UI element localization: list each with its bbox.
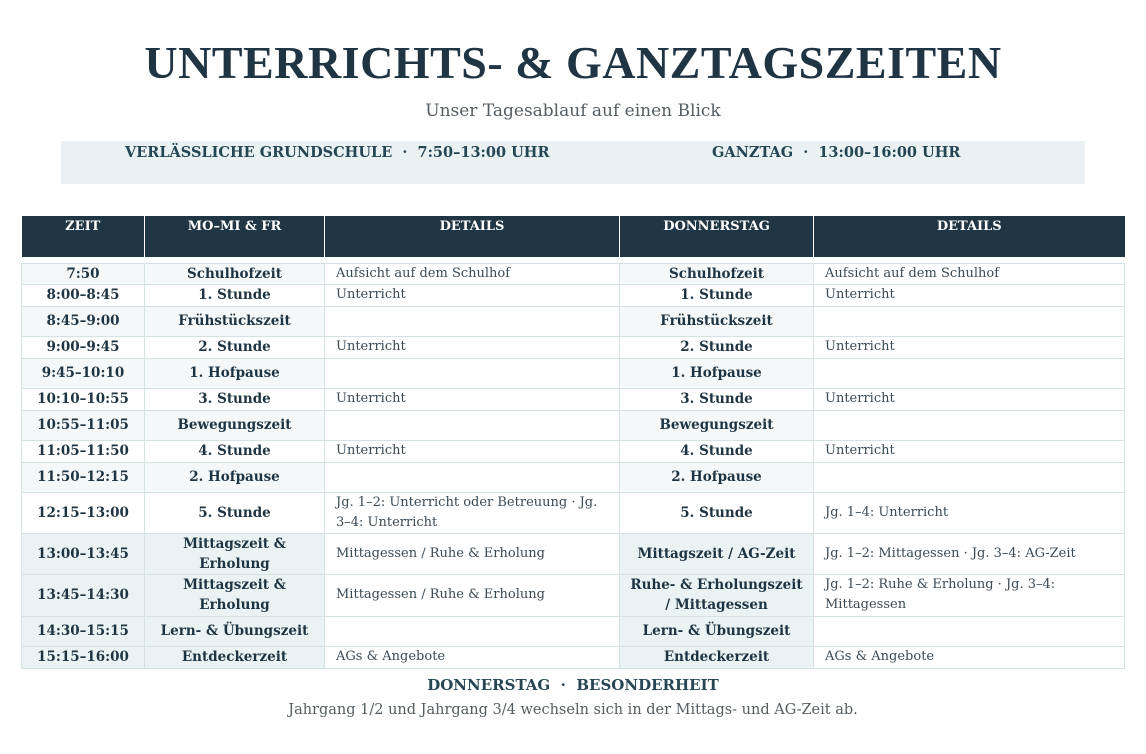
cell-details-thursday: Aufsicht auf dem Schulhof: [814, 263, 1125, 284]
band-ganztag: GANZTAG · 13:00–16:00 UHR: [712, 144, 961, 161]
table-row: [22, 284, 1125, 306]
cell-activity-thursday: Schulhofzeit: [620, 263, 814, 284]
table-row: [22, 410, 1125, 440]
cell-time: 9:00–9:45: [22, 336, 145, 358]
cell-time: 14:30–15:15: [22, 616, 145, 646]
cell-details: [325, 462, 620, 492]
cell-activity: 1. Hofpause: [145, 358, 325, 388]
cell-details: AGs & Angebote: [325, 646, 620, 668]
cell-details: Mittagessen / Ruhe & Erholung: [325, 533, 620, 574]
note-title: DONNERSTAG · BESONDERHEIT: [427, 676, 719, 694]
cell-activity-thursday: Ruhe- & Erholungszeit / Mittagessen: [620, 574, 814, 616]
header-details-donnerstag: DETAILS: [814, 216, 1125, 257]
cell-details-thursday: [814, 306, 1125, 336]
cell-details-thursday: Jg. 1–4: Unterricht: [814, 492, 1125, 533]
cell-activity-thursday: 2. Stunde: [620, 336, 814, 358]
cell-details: [325, 306, 620, 336]
table-row: [22, 462, 1125, 492]
cell-activity-thursday: Lern- & Übungszeit: [620, 616, 814, 646]
cell-activity-thursday: 2. Hofpause: [620, 462, 814, 492]
cell-activity: Mittagszeit & Erholung: [145, 574, 325, 616]
cell-details-thursday: Unterricht: [814, 388, 1125, 410]
cell-details-thursday: Unterricht: [814, 336, 1125, 358]
cell-activity: 1. Stunde: [145, 284, 325, 306]
cell-time: 10:10–10:55: [22, 388, 145, 410]
header-donnerstag: DONNERSTAG: [620, 216, 814, 257]
cell-activity-thursday: Entdeckerzeit: [620, 646, 814, 668]
cell-activity: Mittagszeit & Erholung: [145, 533, 325, 574]
cell-details-thursday: [814, 358, 1125, 388]
cell-activity: 3. Stunde: [145, 388, 325, 410]
cell-details-thursday: AGs & Angebote: [814, 646, 1125, 668]
cell-time: 11:05–11:50: [22, 440, 145, 462]
table-row: [22, 616, 1125, 646]
cell-activity-thursday: 1. Stunde: [620, 284, 814, 306]
note-text: Jahrgang 1/2 und Jahrgang 3/4 wechseln sich in der Mittags- und AG-Zeit ab.: [288, 702, 858, 718]
cell-details: Jg. 1–2: Unterricht oder Betreuung · Jg. 3–4: Unterricht: [325, 492, 620, 533]
table-row: [22, 646, 1125, 668]
header-mo-mi-fr: MO–MI & FR: [145, 216, 325, 257]
cell-details-thursday: [814, 462, 1125, 492]
cell-details: [325, 616, 620, 646]
table-row: [22, 263, 1125, 284]
table-row: [22, 440, 1125, 462]
cell-time: 10:55–11:05: [22, 410, 145, 440]
cell-details: Unterricht: [325, 284, 620, 306]
cell-time: 13:45–14:30: [22, 574, 145, 616]
table-row: [22, 533, 1125, 574]
cell-activity: Schulhofzeit: [145, 263, 325, 284]
table-row: [22, 574, 1125, 616]
header-details: DETAILS: [325, 216, 620, 257]
header-zeit: ZEIT: [22, 216, 145, 257]
cell-details-thursday: Unterricht: [814, 284, 1125, 306]
page-title: UNTERRICHTS- & GANZTAGSZEITEN: [144, 37, 1002, 88]
cell-activity-thursday: 1. Hofpause: [620, 358, 814, 388]
table-row: [22, 336, 1125, 358]
page-subtitle: Unser Tagesablauf auf einen Blick: [425, 101, 721, 121]
cell-activity: Frühstückszeit: [145, 306, 325, 336]
cell-time: 8:00–8:45: [22, 284, 145, 306]
cell-time: 8:45–9:00: [22, 306, 145, 336]
cell-activity: 2. Stunde: [145, 336, 325, 358]
cell-time: 13:00–13:45: [22, 533, 145, 574]
cell-details: Unterricht: [325, 440, 620, 462]
cell-activity: 5. Stunde: [145, 492, 325, 533]
cell-details-thursday: Jg. 1–2: Ruhe & Erholung · Jg. 3–4: Mittagessen: [814, 574, 1125, 616]
cell-activity-thursday: Mittagszeit / AG-Zeit: [620, 533, 814, 574]
cell-time: 9:45–10:10: [22, 358, 145, 388]
cell-activity: 4. Stunde: [145, 440, 325, 462]
cell-activity-thursday: 4. Stunde: [620, 440, 814, 462]
cell-activity-thursday: 3. Stunde: [620, 388, 814, 410]
cell-activity: 2. Hofpause: [145, 462, 325, 492]
cell-details-thursday: Jg. 1–2: Mittagessen · Jg. 3–4: AG-Zeit: [814, 533, 1125, 574]
cell-details: Unterricht: [325, 336, 620, 358]
cell-details: [325, 358, 620, 388]
table-header-row: [22, 216, 1125, 257]
table-row: [22, 358, 1125, 388]
schedule-band: [61, 141, 1085, 184]
cell-activity: Bewegungszeit: [145, 410, 325, 440]
cell-activity: Entdeckerzeit: [145, 646, 325, 668]
cell-time: 7:50: [22, 263, 145, 284]
cell-details: Unterricht: [325, 388, 620, 410]
cell-time: 15:15–16:00: [22, 646, 145, 668]
cell-activity-thursday: Bewegungszeit: [620, 410, 814, 440]
cell-time: 12:15–13:00: [22, 492, 145, 533]
table-row: [22, 306, 1125, 336]
cell-activity: Lern- & Übungszeit: [145, 616, 325, 646]
cell-time: 11:50–12:15: [22, 462, 145, 492]
cell-activity-thursday: Frühstückszeit: [620, 306, 814, 336]
cell-details: Aufsicht auf dem Schulhof: [325, 263, 620, 284]
cell-details-thursday: [814, 616, 1125, 646]
cell-details-thursday: [814, 410, 1125, 440]
cell-activity-thursday: 5. Stunde: [620, 492, 814, 533]
cell-details: Mittagessen / Ruhe & Erholung: [325, 574, 620, 616]
schedule-table: [21, 216, 1125, 669]
table-row: [22, 388, 1125, 410]
table-row: [22, 492, 1125, 533]
band-grundschule: VERLÄSSLICHE GRUNDSCHULE · 7:50–13:00 UHR: [125, 144, 550, 161]
cell-details-thursday: Unterricht: [814, 440, 1125, 462]
cell-details: [325, 410, 620, 440]
